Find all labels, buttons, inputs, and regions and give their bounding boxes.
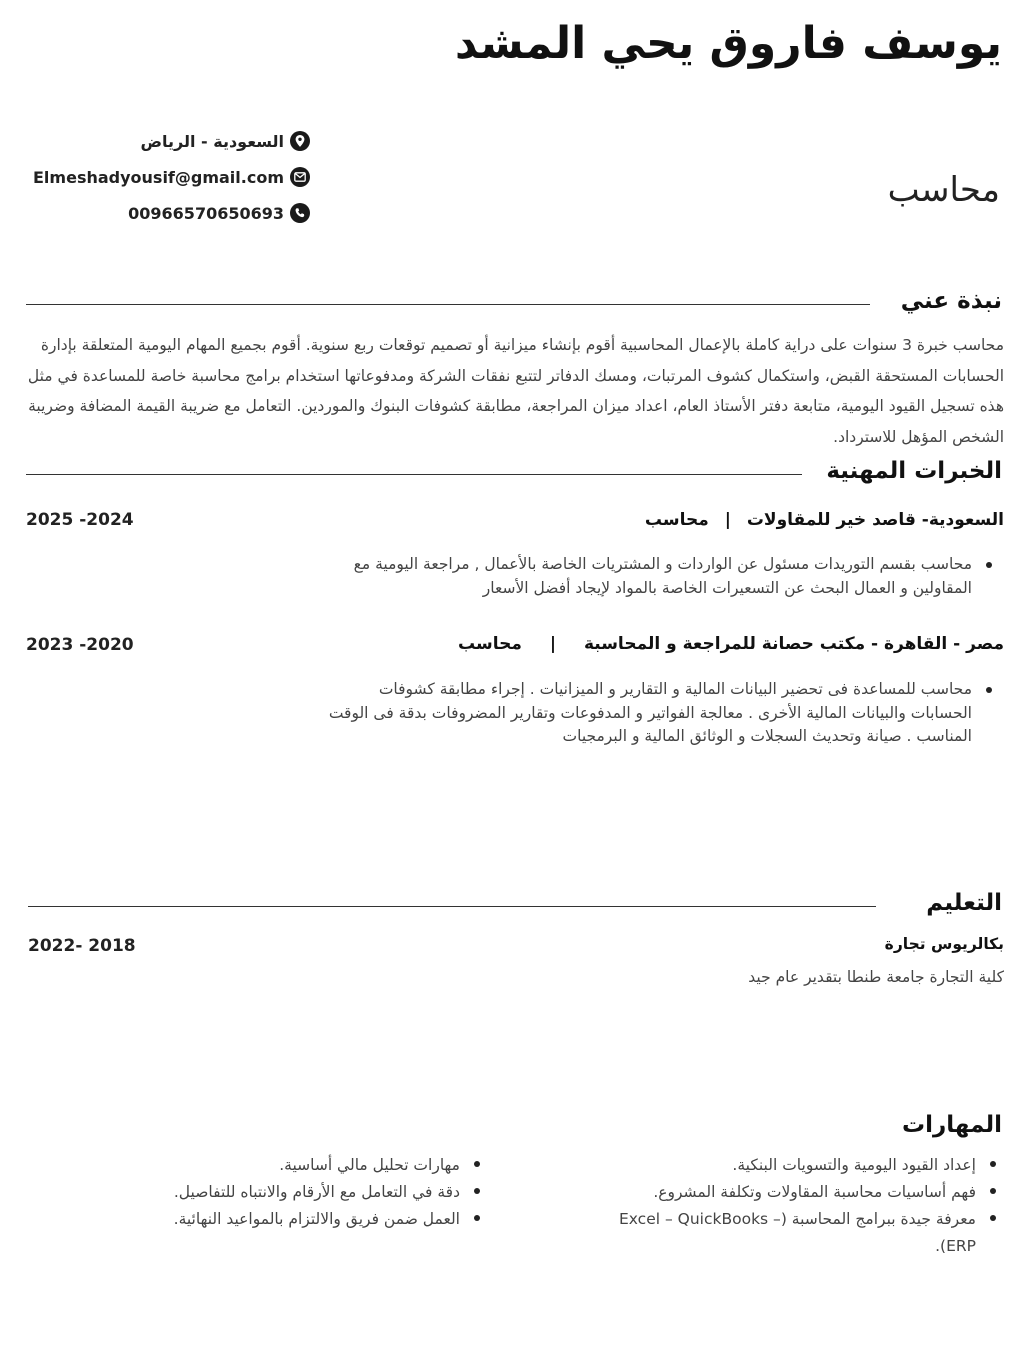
job-2-role: محاسب: [458, 634, 522, 654]
about-title: نبذة عني: [900, 288, 1002, 314]
job-1-company: السعودية- قاصد خير للمقاولات: [746, 510, 1004, 530]
contact-email[interactable]: [34, 167, 310, 187]
job-2-separator: |: [549, 634, 557, 654]
location-icon: [290, 131, 310, 151]
job-1-dates: 2025 -2024: [26, 510, 134, 530]
job-title: محاسب: [887, 170, 1000, 210]
job-1-header: [645, 510, 1004, 530]
skill-item: مهارات تحليل مالي أساسية.: [62, 1152, 460, 1179]
education-divider: [28, 906, 876, 907]
phone-icon: [290, 203, 310, 223]
skills-title: المهارات: [902, 1112, 1002, 1138]
skill-item: دقة في التعامل مع الأرقام والانتباه للتفاصيل.: [62, 1179, 460, 1206]
about-divider: [26, 304, 870, 305]
location-text: السعودية - الرياض: [140, 131, 284, 151]
skill-item: إعداد القيود اليومية والتسويات البنكية.: [578, 1152, 976, 1179]
contact-phone[interactable]: [34, 203, 310, 223]
education-dates: 2022- 2018: [28, 936, 136, 956]
education-title: التعليم: [926, 890, 1002, 916]
job-2-bullet: محاسب للمساعدة فى تحضير البيانات المالية و التقارير و الميزانيات . إجراء مطابقة كشوفات الحسابات والبيانات المالية الأخرى . معالجة الفواتير و المدفوعات وتقارير المضروفات بدقة فى الوقت المناسب . صيانة وتحديث السجلات و الوثائق المالية و البرمجيات: [322, 678, 972, 749]
education-degree: بكالريوس تجارة: [884, 935, 1004, 953]
candidate-name: يوسف فاروق يحي المشد: [454, 18, 1002, 69]
experience-title: الخبرات المهنية: [826, 458, 1002, 484]
email-icon: [290, 167, 310, 187]
education-details: كلية التجارة جامعة طنطا بتقدير عام جيد: [748, 968, 1004, 986]
about-text: محاسب خبرة 3 سنوات على دراية كاملة بالإعمال المحاسبية أقوم بإنشاء ميزانية أو تصميم توقعات ربع سنوية. أقوم بجميع المهام اليومية المتعلقة بإدارة الحسابات المستحقة القبض، واستكمال كشوف المرتبات، ومسك الدفاتر لتتبع نفقات الشركة ومدفوعاتها استخدام برامج محاسبة خاصة للمساعدة في مثل هذه تسجيل القيود اليومية، متابعة دفتر الأستاذ العام، اعداد ميزان المراجعة، مطابقة كشوفات البنوك والموردين. التعامل مع ضريبة القيمة المضافة وضريبة الشخص المؤهل للاسترداد.: [27, 336, 1004, 446]
skills-column-1: [578, 1152, 998, 1260]
skill-item: فهم أساسيات محاسبة المقاولات وتكلفة المشروع.: [578, 1179, 976, 1206]
job-2-header: [458, 634, 1004, 654]
experience-divider: [26, 474, 802, 475]
phone-text[interactable]: 00966570650693: [128, 203, 284, 223]
job-1-role: محاسب: [644, 510, 709, 530]
job-2-dates: 2023 -2020: [26, 635, 134, 655]
job-2-description: [322, 678, 994, 749]
email-text[interactable]: Elmeshadyousif@gmail.com: [33, 167, 284, 187]
skill-item: معرفة جيدة ببرامج المحاسبة (Excel – QuickBooks – ERP).: [578, 1206, 976, 1260]
job-1-separator: |: [724, 510, 731, 530]
skills-column-2: [62, 1152, 482, 1233]
contact-location: [34, 131, 310, 151]
job-2-company: مصر - القاهرة - مكتب حصانة للمراجعة و المحاسبة: [583, 634, 1004, 654]
job-1-description: [322, 553, 994, 600]
job-1-bullet: محاسب بقسم التوريدات مسئول عن الواردات و المشتريات الخاصة بالأعمال , مراجعة اليومية مع المقاولين و العمال البحث عن التسعيرات الخاصة بالمواد لإيجاد أفضل الأسعار: [322, 553, 972, 600]
skill-item: العمل ضمن فريق والالتزام بالمواعيد النهائية.: [62, 1206, 460, 1233]
